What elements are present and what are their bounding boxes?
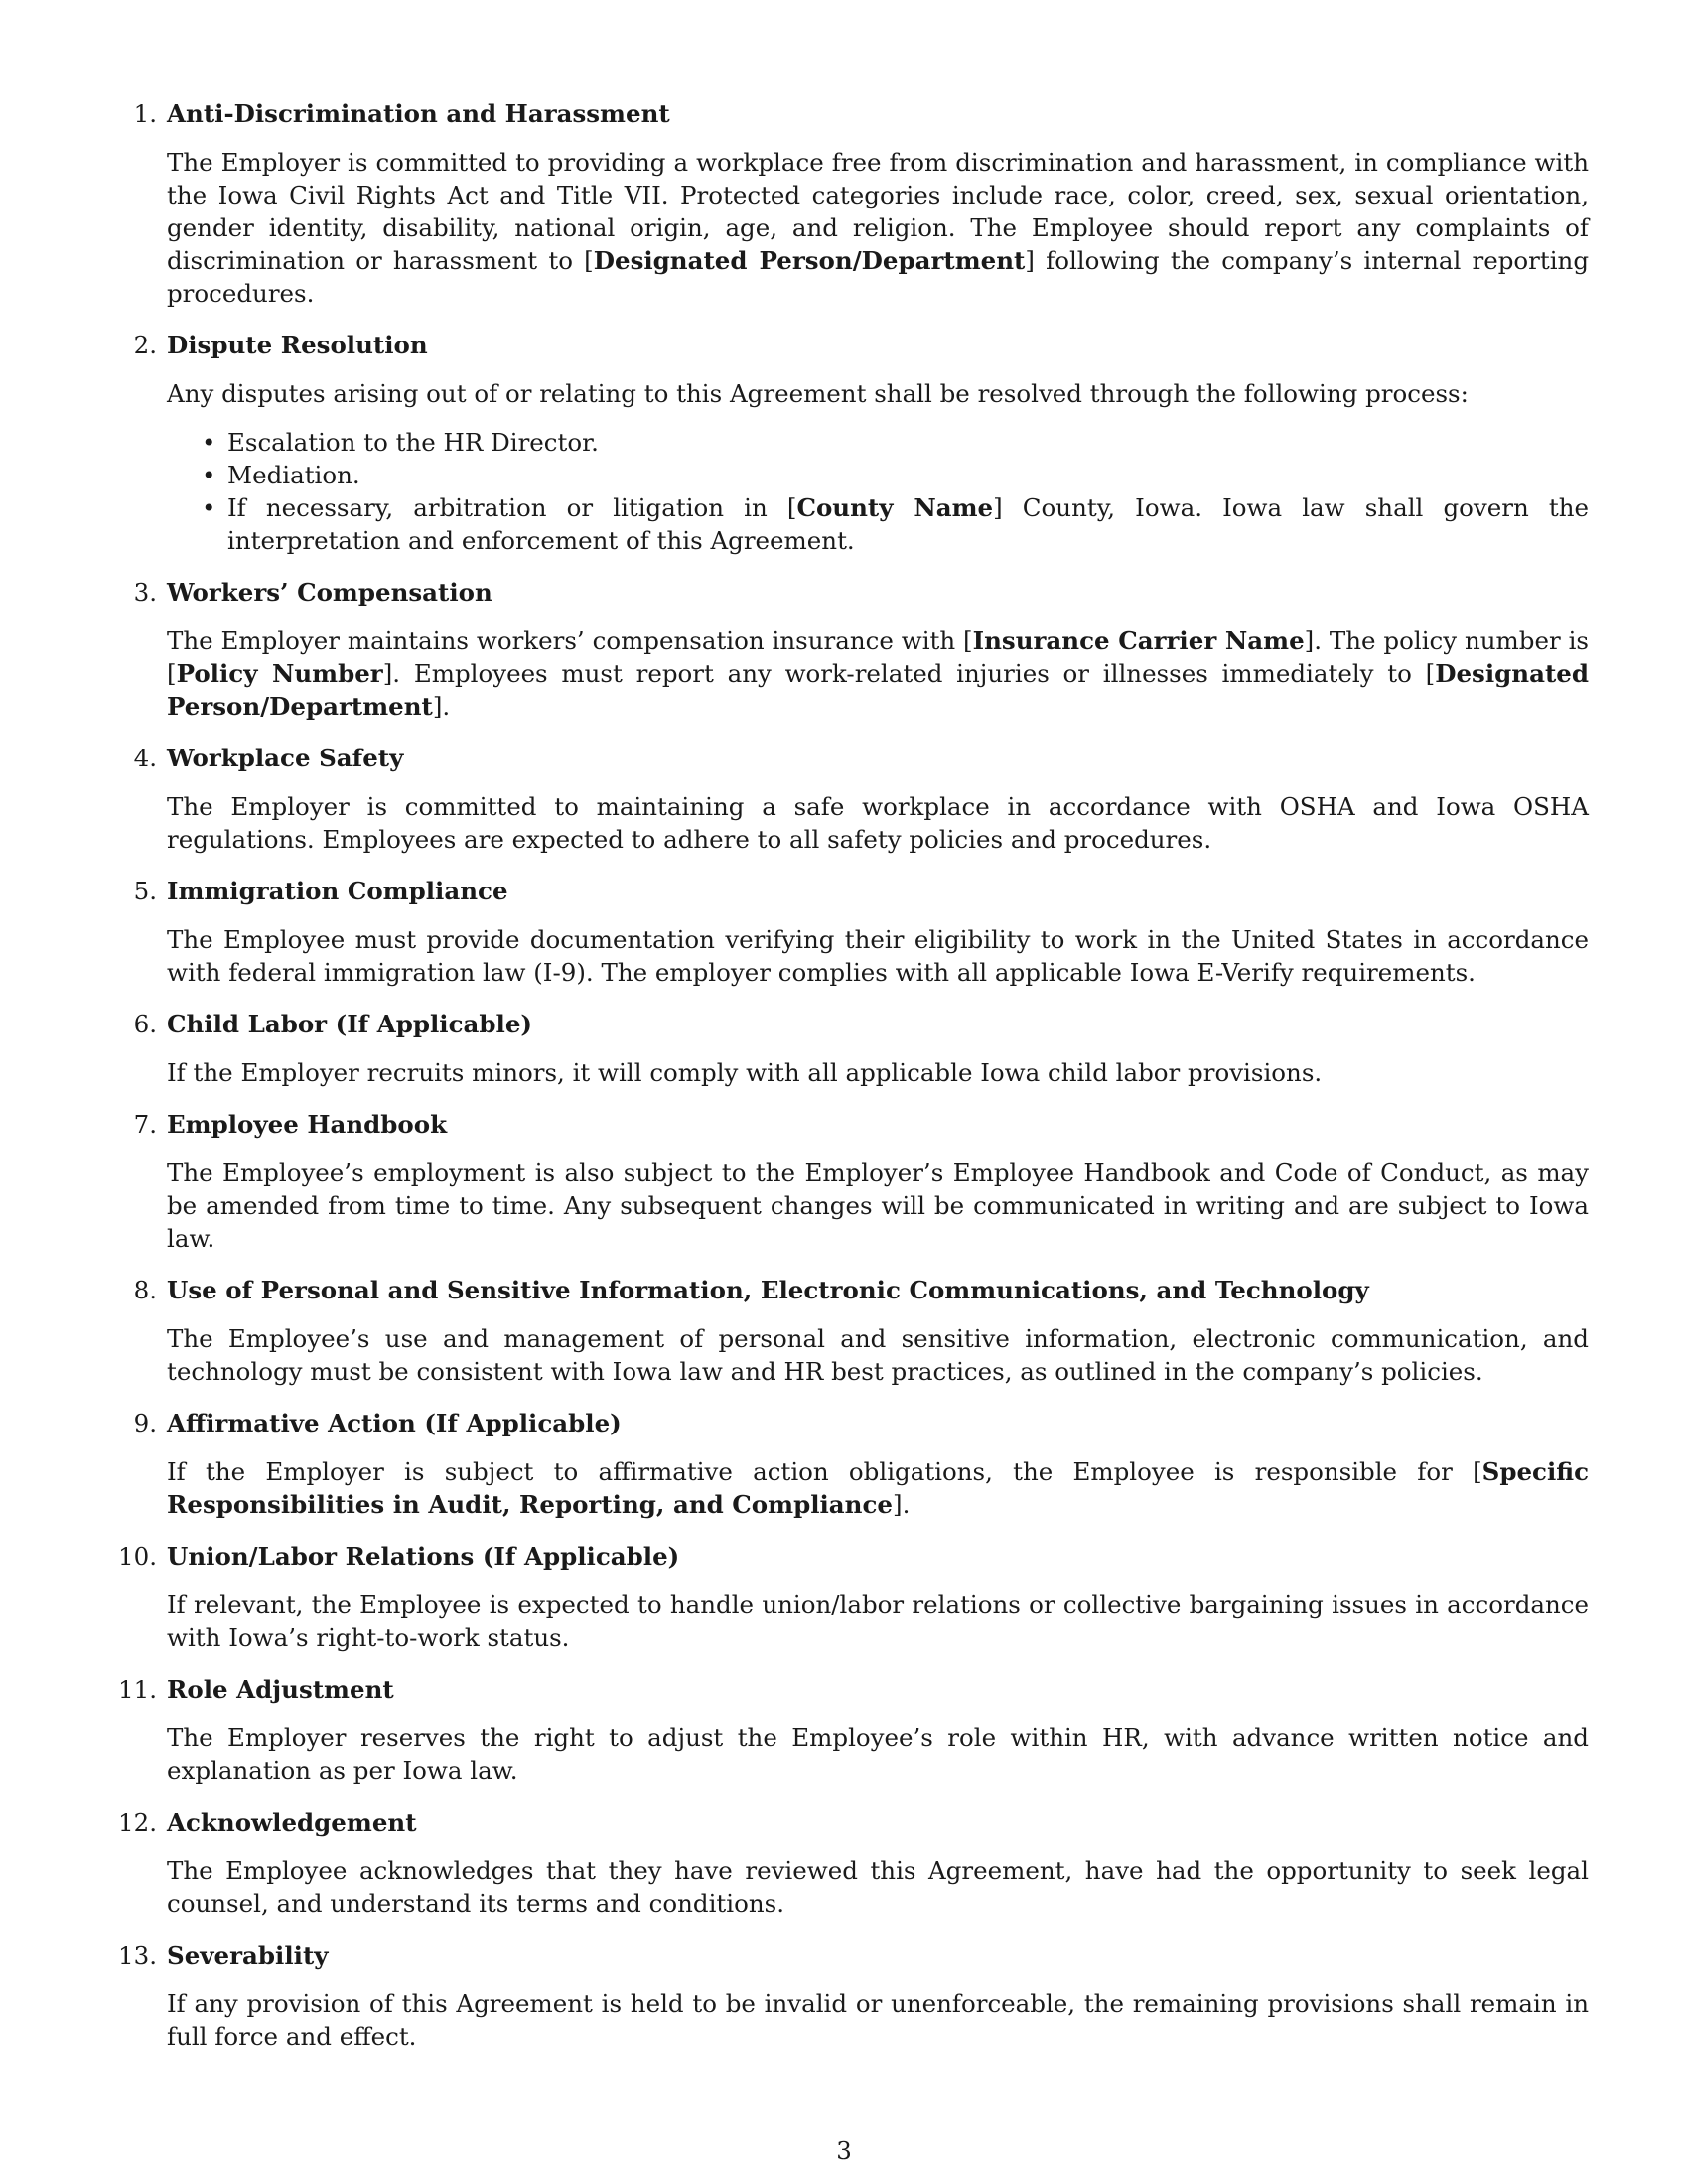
text-run: ]. [432, 692, 451, 721]
section-paragraph [167, 1455, 1589, 1521]
section-title: Affirmative Action (If Applicable) [167, 1409, 622, 1437]
text-run: The Employer is committed to maintaining a safe workplace in accordance with OSHA and Iowa OSHA regulations. Employees are expected to adhere to all safety policies and procedures. [167, 792, 1589, 854]
text-run: The Employee acknowledges that they have reviewed this Agreement, have had the opportunity to seek legal counsel, and understand its terms and conditions. [167, 1856, 1589, 1918]
section-2 [133, 329, 1589, 557]
text-run: If necessary, arbitration or litigation in [ [227, 493, 797, 522]
section-paragraph [167, 624, 1589, 723]
section-1 [133, 97, 1590, 310]
text-run: ]. Employees must report any work-related injuries or illnesses immediately to [ [382, 659, 1436, 688]
section-paragraph [167, 1588, 1589, 1654]
section-title: Anti-Discrimination and Harassment [167, 99, 670, 128]
text-run: ] following the company’s internal reporting procedures. [167, 246, 1590, 308]
section-3 [133, 576, 1589, 723]
section-title: Employee Handbook [167, 1110, 448, 1139]
placeholder-field: Designated Person/Department [593, 246, 1026, 275]
bullet-item [202, 426, 1589, 459]
text-run: The Employer reserves the right to adjust the Employee’s role within HR, with advance written notice and explanation as per Iowa law. [167, 1723, 1589, 1785]
text-run: If relevant, the Employee is expected to handle union/labor relations or collective bargaining issues in accordance with Iowa’s right-to-work status. [167, 1590, 1589, 1652]
section-title: Dispute Resolution [167, 331, 428, 359]
section-title: Role Adjustment [167, 1675, 394, 1704]
text-run: Any disputes arising out of or relating to this Agreement shall be resolved through the following process: [167, 379, 1469, 408]
text-run: The Employer is committed to providing a workplace free from discrimination and harassment, in compliance with the Iowa Civil Rights Act and Title VII. Protected categories include race, color, creed, sex, sexual orientation, gender identity, disability, national origin, age, and religion. The Employee should report any complaints of discrimination or harassment to [ [167, 148, 1589, 275]
text-run: The Employee’s use and management of personal and sensitive information, electronic communication, and technology must be consistent with Iowa law and HR best practices, as outlined in the company’s policies. [167, 1324, 1589, 1386]
section-number: 8. [133, 1276, 157, 1304]
section-4 [133, 742, 1589, 856]
text-run: ]. [893, 1490, 911, 1519]
section-13 [118, 1939, 1589, 2053]
section-title: Workers’ Compensation [167, 578, 492, 607]
section-6 [133, 1008, 1589, 1089]
text-run: If the Employer recruits minors, it will comply with all applicable Iowa child labor provisions. [167, 1058, 1323, 1087]
bullet-item [202, 459, 1589, 491]
section-paragraph [167, 1056, 1589, 1089]
section-paragraph [167, 146, 1589, 310]
bullet-icon: • [202, 428, 216, 457]
placeholder-field: Insurance Carrier Name [972, 626, 1305, 655]
section-paragraph [167, 377, 1589, 410]
section-7 [133, 1108, 1589, 1255]
section-12 [118, 1806, 1589, 1920]
bullet-item [202, 491, 1589, 557]
section-paragraph [167, 1157, 1589, 1255]
section-number: 5. [133, 877, 157, 905]
section-title: Workplace Safety [167, 744, 404, 772]
text-run: Mediation. [227, 461, 360, 489]
section-title: Immigration Compliance [167, 877, 508, 905]
section-list [118, 97, 1590, 2072]
placeholder-field: County Name [796, 493, 994, 522]
section-number: 4. [133, 744, 157, 772]
section-paragraph [167, 1854, 1589, 1920]
placeholder-field: Designated Person/Department [167, 659, 1589, 721]
section-11 [118, 1673, 1589, 1787]
section-number: 6. [133, 1010, 157, 1038]
bullet-icon: • [202, 493, 216, 522]
section-number: 13. [118, 1941, 157, 1970]
section-paragraph [167, 923, 1589, 989]
section-number: 1. [133, 99, 157, 128]
section-number: 12. [118, 1808, 157, 1837]
text-run: ] County, Iowa. Iowa law shall govern the interpretation and enforcement of this Agreement. [227, 493, 1589, 555]
text-run: If the Employer is subject to affirmative action obligations, the Employee is responsible for [ [167, 1457, 1482, 1486]
placeholder-field: Specific Responsibilities in Audit, Reporting, and Compliance [167, 1457, 1589, 1519]
section-9 [133, 1407, 1589, 1521]
page-number: 3 [836, 2136, 852, 2165]
section-5 [133, 875, 1589, 989]
text-run: If any provision of this Agreement is held to be invalid or unenforceable, the remaining provisions shall remain in full force and effect. [167, 1989, 1589, 2051]
section-paragraph [167, 1987, 1589, 2053]
text-run: Escalation to the HR Director. [227, 428, 599, 457]
section-number: 2. [133, 331, 157, 359]
text-run: The Employee’s employment is also subject to the Employer’s Employee Handbook and Code of Conduct, as may be amended from time to time. Any subsequent changes will be communicated in writing and are subject to Iowa law. [167, 1159, 1589, 1253]
section-title: Severability [167, 1941, 329, 1970]
bullet-icon: • [202, 461, 216, 489]
bullet-list [167, 426, 1589, 557]
section-number: 9. [133, 1409, 157, 1437]
section-number: 7. [133, 1110, 157, 1139]
section-number: 10. [118, 1542, 157, 1570]
placeholder-field: Policy Number [176, 659, 383, 688]
section-title: Child Labor (If Applicable) [167, 1010, 533, 1038]
text-run: The Employer maintains workers’ compensation insurance with [ [167, 626, 973, 655]
section-title: Use of Personal and Sensitive Information, Electronic Communications, and Technology [167, 1276, 1369, 1304]
section-number: 11. [118, 1675, 157, 1704]
text-run: The Employee must provide documentation verifying their eligibility to work in the United States in accordance with federal immigration law (I-9). The employer complies with all applicable Iowa E-Verify requirements. [167, 925, 1589, 987]
section-paragraph [167, 1322, 1589, 1388]
section-number: 3. [133, 578, 157, 607]
section-8 [133, 1274, 1589, 1388]
section-10 [118, 1540, 1589, 1654]
section-paragraph [167, 790, 1589, 856]
text-run: ]. The policy number is [ [167, 626, 1589, 688]
section-title: Union/Labor Relations (If Applicable) [167, 1542, 680, 1570]
section-paragraph [167, 1721, 1589, 1787]
section-title: Acknowledgement [167, 1808, 417, 1837]
